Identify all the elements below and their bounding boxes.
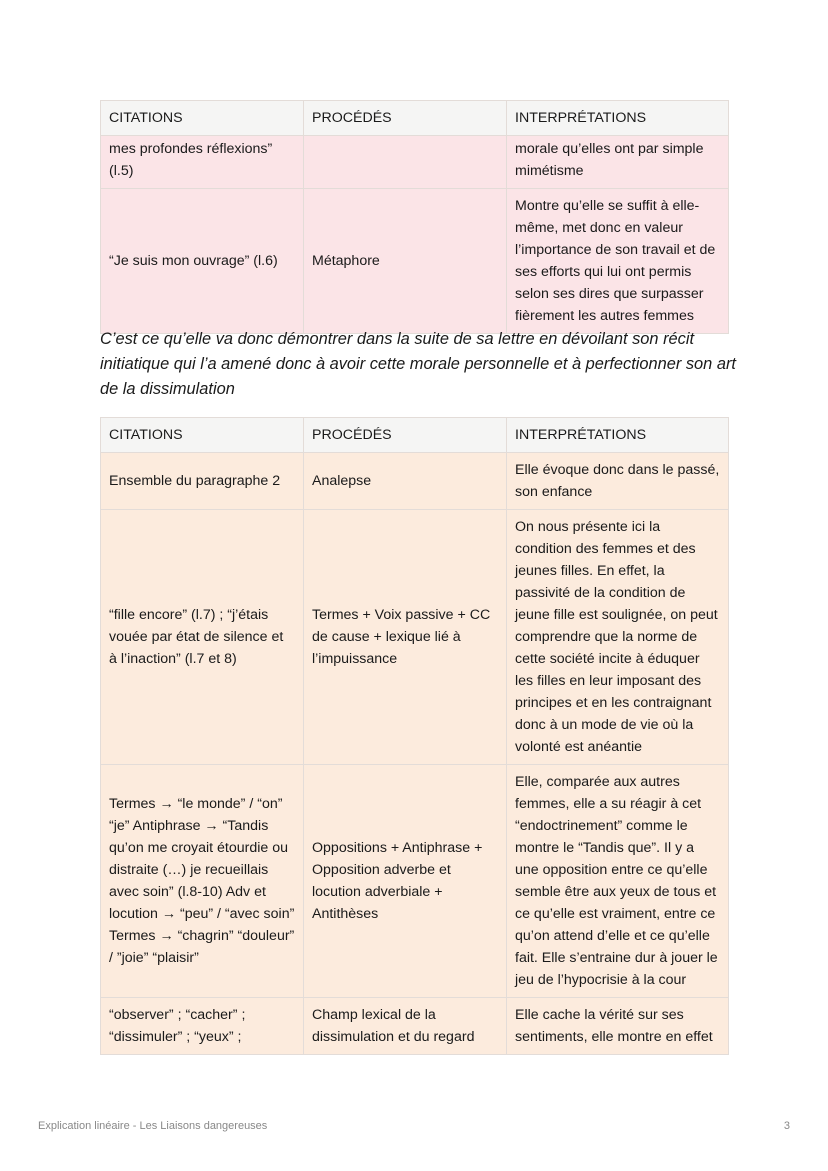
table-cell: Métaphore — [304, 189, 507, 334]
table-row — [101, 136, 729, 189]
table-cell: morale qu’elles ont par simple mimétisme — [507, 136, 729, 189]
footer-page-number: 3 — [783, 1120, 790, 1132]
page-bottom-mask — [0, 1072, 828, 1112]
table-header-row — [101, 418, 729, 453]
table-cell: Elle, comparée aux autres femmes, elle a su réagir à cet “endoctrinement” comme le montre le “Tandis que”. Il y a une opposition entre ce qu’elle semble être aux yeux de tous et ce qu’elle est vraiment, entre ce qu’on attend d’elle et ce qu’elle fait. Elle s’entraine dur à jouer le jeu de l’hypocrisie à la cour — [507, 765, 729, 998]
table-row — [101, 998, 729, 1055]
table-cell: mes profondes réflexions” (l.5) — [101, 136, 304, 189]
table-header-row — [101, 101, 729, 136]
table-cell: Termes + Voix passive + CC de cause + lexique lié à l’impuissance — [304, 510, 507, 765]
table-cell: “fille encore” (l.7) ; “j’étais vouée par état de silence et à l’inaction” (l.7 et 8) — [101, 510, 304, 765]
table-cell: On nous présente ici la condition des femmes et des jeunes filles. En effet, la passivité de la condition de jeune fille est soulignée, on peut comprendre que la norme de cette société incite à éduquer les filles en leur imposant des principes et en les contraignant donc à un mode de vie où la volonté est anéantie — [507, 510, 729, 765]
table-cell: Elle cache la vérité sur ses sentiments, elle montre en effet — [507, 998, 729, 1055]
body-paragraph: C’est ce qu’elle va donc démontrer dans la suite de sa lettre en dévoilant son récit initiatique qui l’a amené donc à avoir cette morale personnelle et à perfectionner son art de la dissimulation — [100, 330, 736, 398]
table-cell: Oppositions + Antiphrase + Opposition adverbe et locution adverbiale + Antithèses — [304, 765, 507, 998]
header-interpretations: INTERPRÉTATIONS — [507, 418, 729, 453]
table-cell: Montre qu’elle se suffit à elle-même, met donc en valeur l’importance de son travail et de ses efforts qui lui ont permis selon ses dires que surpasser fièrement les autres femmes — [507, 189, 729, 334]
analysis-table-2 — [100, 417, 729, 1055]
table-cell — [304, 136, 507, 189]
analysis-table-1 — [100, 100, 729, 334]
header-citations: CITATIONS — [101, 418, 304, 453]
table-row — [101, 765, 729, 998]
table-cell: Champ lexical de la dissimulation et du regard — [304, 998, 507, 1055]
table-cell: Analepse — [304, 453, 507, 510]
header-citations: CITATIONS — [101, 101, 304, 136]
table-cell: Termes → “le monde” / “on” “je” Antiphrase → “Tandis qu’on me croyait étourdie ou distraite (…) je recueillais avec soin” (l.8-10) Adv et locution → “peu” / “avec soin” Termes → “chagrin” “douleur” / ”joie” “plaisir” — [101, 765, 304, 998]
header-procedes: PROCÉDÉS — [304, 418, 507, 453]
table-cell: “Je suis mon ouvrage” (l.6) — [101, 189, 304, 334]
table-cell: “observer” ; “cacher” ; “dissimuler” ; “yeux” ; — [101, 998, 304, 1055]
header-interpretations: INTERPRÉTATIONS — [507, 101, 729, 136]
header-procedes: PROCÉDÉS — [304, 101, 507, 136]
table-row — [101, 510, 729, 765]
footer-document-title: Explication linéaire - Les Liaisons dangereuses — [38, 1120, 268, 1132]
table-cell: Elle évoque donc dans le passé, son enfance — [507, 453, 729, 510]
table-row — [101, 189, 729, 334]
table-cell: Ensemble du paragraphe 2 — [101, 453, 304, 510]
table-row — [101, 453, 729, 510]
